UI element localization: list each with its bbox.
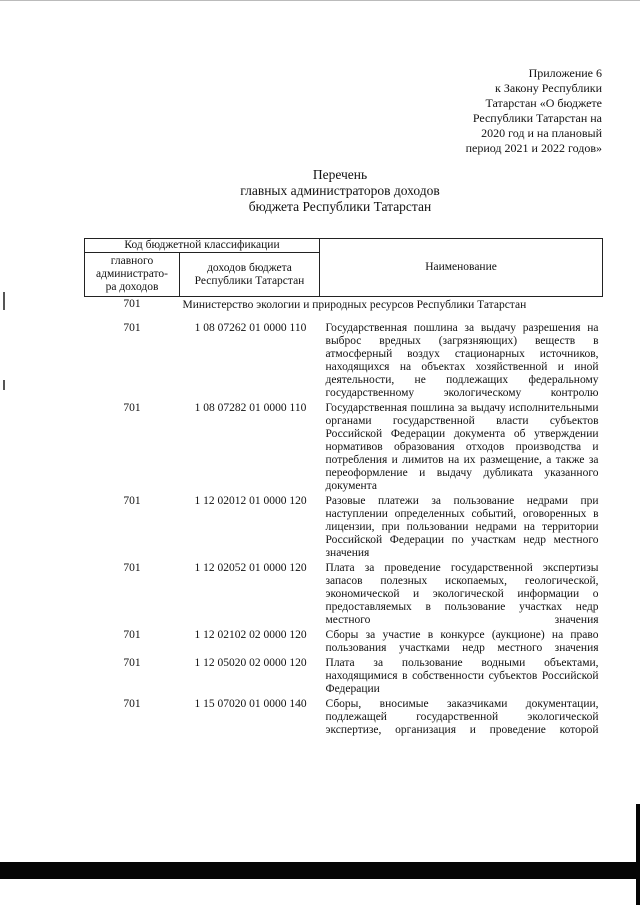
admin-code: 701 (123, 629, 141, 641)
revenue-name: Сборы, вносимые заказчиками документации, подлежащей государственной экологической экспертизе, организация и проведение которой (325, 698, 599, 736)
title-line: бюджета Республики Татарстан (248, 199, 432, 214)
revenue-code: 1 12 05020 02 0000 120 (194, 657, 307, 669)
appendix-line: Приложение 6 (528, 66, 602, 80)
revenue-name: Сборы за участие в конкурсе (аукционе) на право пользования участками недр местного значения (325, 629, 599, 654)
appendix-note (402, 66, 602, 156)
table-row (85, 315, 603, 401)
revenue-code: 1 15 07020 01 0000 140 (194, 698, 307, 710)
revenue-name: Разовые платежи за пользование недрами при наступлении определенных событий, оговоренных в лицензии, при пользовании недрами на территории Российской Федерации по участкам недр местного значения (325, 495, 599, 559)
table-row (85, 401, 603, 494)
header-code-group: Код бюджетной классификации (85, 239, 320, 253)
revenue-code: 1 12 02012 01 0000 120 (194, 495, 307, 507)
table-row (85, 494, 603, 561)
table-row (85, 697, 603, 738)
revenue-code: 1 12 02052 01 0000 120 (194, 562, 307, 574)
revenue-admin-table (84, 238, 602, 738)
revenue-name: Плата за пользование водными объектами, находящимися в собственности субъектов Российской Федерации (325, 657, 599, 695)
document-title (160, 167, 520, 215)
revenue-name: Государственная пошлина за выдачу исполнительными органами государственной власти субъектов Российской Федерации документа об утверждении нормативов образования отходов производства и потребления и лимитов на их размещение, а также за переоформление и выдачу дубликата указанного документа (325, 402, 599, 492)
header-admin-code: главного администрато-ра доходов (85, 253, 180, 297)
table-row (85, 628, 603, 656)
ministry-name: Министерство экологии и природных ресурсов Республики Татарстан (182, 299, 527, 311)
header-revenue-code: доходов бюджета Республики Татарстан (180, 253, 320, 297)
ministry-code: 701 (123, 298, 141, 310)
appendix-line: Республики Татарстан на (472, 111, 602, 125)
table-row (85, 656, 603, 697)
admin-code: 701 (123, 698, 141, 710)
admin-code: 701 (123, 495, 141, 507)
revenue-name: Плата за проведение государственной экспертизы запасов полезных ископаемых, геологической, экономической и экологической информации о предоставляемых в пользование участках недр местного значения (325, 562, 599, 626)
revenue-name: Государственная пошлина за выдачу разрешения на выброс вредных (загрязняющих) веществ в атмосферный воздух стационарных источников, находящихся на объектах хозяйственной и иной деятельности, не подлежащих федеральному государственному экологическому контролю (325, 322, 599, 399)
appendix-line: к Закону Республики (494, 81, 602, 95)
appendix-line: 2020 год и на плановый (481, 126, 602, 140)
ministry-row (85, 297, 603, 316)
admin-code: 701 (123, 562, 141, 574)
table-row (85, 561, 603, 628)
scan-edge-mark (3, 380, 5, 390)
header-name: Наименование (320, 239, 603, 297)
admin-code: 701 (123, 657, 141, 669)
revenue-code: 1 08 07282 01 0000 110 (194, 402, 307, 414)
title-line: главных администраторов доходов (240, 183, 440, 198)
scan-corner-shadow (636, 804, 640, 905)
admin-code: 701 (123, 322, 141, 334)
title-line: Перечень (312, 167, 368, 182)
admin-code: 701 (123, 402, 141, 414)
scan-bottom-shadow (0, 862, 640, 879)
revenue-code: 1 12 02102 02 0000 120 (194, 629, 307, 641)
revenue-code: 1 08 07262 01 0000 110 (194, 322, 307, 334)
appendix-line: Татарстан «О бюджете (485, 96, 602, 110)
appendix-line: период 2021 и 2022 годов» (465, 141, 602, 155)
scan-top-edge (0, 0, 640, 1)
scan-edge-mark (3, 292, 5, 310)
